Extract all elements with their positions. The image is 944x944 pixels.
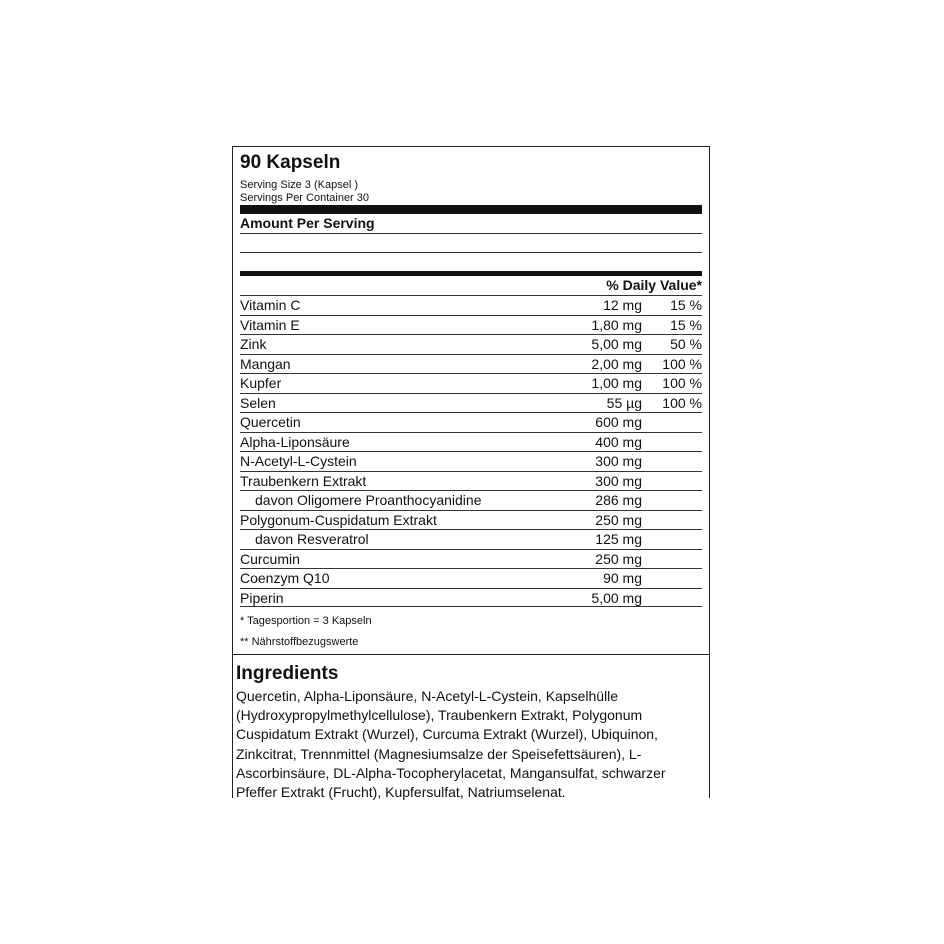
nutrient-row <box>240 334 702 354</box>
nutrient-row <box>240 315 702 335</box>
nutrient-name: Mangan <box>240 355 291 372</box>
nutrient-daily-value: 15 % <box>670 297 702 313</box>
nutrient-name: Quercetin <box>240 414 301 430</box>
nutrient-name: Coenzym Q10 <box>240 570 330 586</box>
nutrient-row <box>240 510 702 530</box>
nutrient-amount: 600 mg <box>595 414 642 430</box>
ingredients-text: Quercetin, Alpha-Liponsäure, N-Acetyl-L-Cystein, Kapselhülle (Hydroxypropylmethylcellulose), Traubenkern Extrakt, Polygonum Cuspidatum Extrakt (Wurzel), Curcuma Extrakt (Wurzel), Ubiquinon, Zinkcitrat, Trennmittel (Magnesiumsalze der Speisefettsäuren), L-Ascorbinsäure, DL-Alpha-Tocopherylacetat, Mangansulfat, schwarzer Pfeffer Extrakt (Frucht), Kupfersulfat, Natriumselenat. <box>236 688 666 801</box>
servings-per-container: Servings Per Container 30 <box>240 192 370 204</box>
nutrient-name: Piperin <box>240 589 284 606</box>
nutrient-amount: 5,00 mg <box>591 336 642 352</box>
nutrient-amount: 1,00 mg <box>591 375 642 391</box>
ingredients-title: Ingredients <box>236 663 339 684</box>
nutrient-daily-value: 50 % <box>670 336 702 352</box>
serving-size: Serving Size 3 (Kapsel ) <box>240 179 358 191</box>
nutrient-table <box>240 295 702 607</box>
nutrient-amount: 300 mg <box>595 453 642 469</box>
nutrient-name: Traubenkern Extrakt <box>240 472 367 489</box>
nutrient-amount: 300 mg <box>595 472 642 489</box>
nutrient-amount: 286 mg <box>595 492 642 508</box>
footnote-nrv: ** Nährstoffbezugswerte <box>240 636 359 648</box>
nutrient-row <box>240 354 702 374</box>
nutrient-row <box>240 588 702 608</box>
footnote-daily-portion: * Tagesportion = 3 Kapseln <box>240 615 372 627</box>
thick-divider <box>240 205 702 214</box>
nutrient-name: Zink <box>240 336 267 352</box>
nutrient-amount: 2,00 mg <box>591 355 642 372</box>
nutrient-name: Alpha-Liponsäure <box>240 433 350 450</box>
nutrient-amount: 1,80 mg <box>591 316 642 333</box>
nutrient-row <box>240 412 702 432</box>
nutrient-name: davon Resveratrol <box>255 531 369 547</box>
nutrient-amount: 400 mg <box>595 433 642 450</box>
nutrient-daily-value: 100 % <box>662 394 702 411</box>
amount-per-serving-heading: Amount Per Serving <box>240 215 375 231</box>
nutrient-name: Polygonum-Cuspidatum Extrakt <box>240 511 437 528</box>
nutrient-amount: 12 mg <box>603 297 642 313</box>
divider <box>240 252 702 253</box>
nutrient-name: davon Oligomere Proanthocyanidine <box>255 492 482 508</box>
divider <box>240 233 702 234</box>
nutrient-row <box>240 549 702 569</box>
ingredients-divider <box>233 654 709 655</box>
nutrient-row <box>240 373 702 393</box>
product-title: 90 Kapseln <box>240 152 341 173</box>
nutrient-row <box>240 393 702 413</box>
nutrient-daily-value: 100 % <box>662 355 702 372</box>
thick-divider <box>240 271 702 276</box>
nutrient-name: Kupfer <box>240 375 282 391</box>
nutrient-amount: 90 mg <box>603 570 642 586</box>
daily-value-header: % Daily Value* <box>606 277 702 293</box>
nutrient-daily-value: 15 % <box>670 316 702 333</box>
nutrient-row <box>240 568 702 588</box>
nutrient-row <box>240 451 702 471</box>
nutrient-name: N-Acetyl-L-Cystein <box>240 453 357 469</box>
nutrient-amount: 250 mg <box>595 550 642 567</box>
nutrient-amount: 125 mg <box>595 531 642 547</box>
nutrient-row <box>240 295 702 315</box>
nutrient-amount: 5,00 mg <box>591 589 642 606</box>
nutrient-amount: 250 mg <box>595 511 642 528</box>
nutrient-amount: 55 µg <box>606 394 642 411</box>
nutrient-name: Vitamin C <box>240 297 301 313</box>
nutrient-row <box>240 471 702 491</box>
nutrient-name: Curcumin <box>240 550 300 567</box>
supplement-facts-label <box>232 146 710 801</box>
nutrient-daily-value: 100 % <box>662 375 702 391</box>
nutrient-name: Vitamin E <box>240 316 300 333</box>
nutrient-name: Selen <box>240 394 276 411</box>
nutrient-row <box>240 490 702 510</box>
nutrient-row <box>240 432 702 452</box>
nutrient-row <box>240 529 702 549</box>
